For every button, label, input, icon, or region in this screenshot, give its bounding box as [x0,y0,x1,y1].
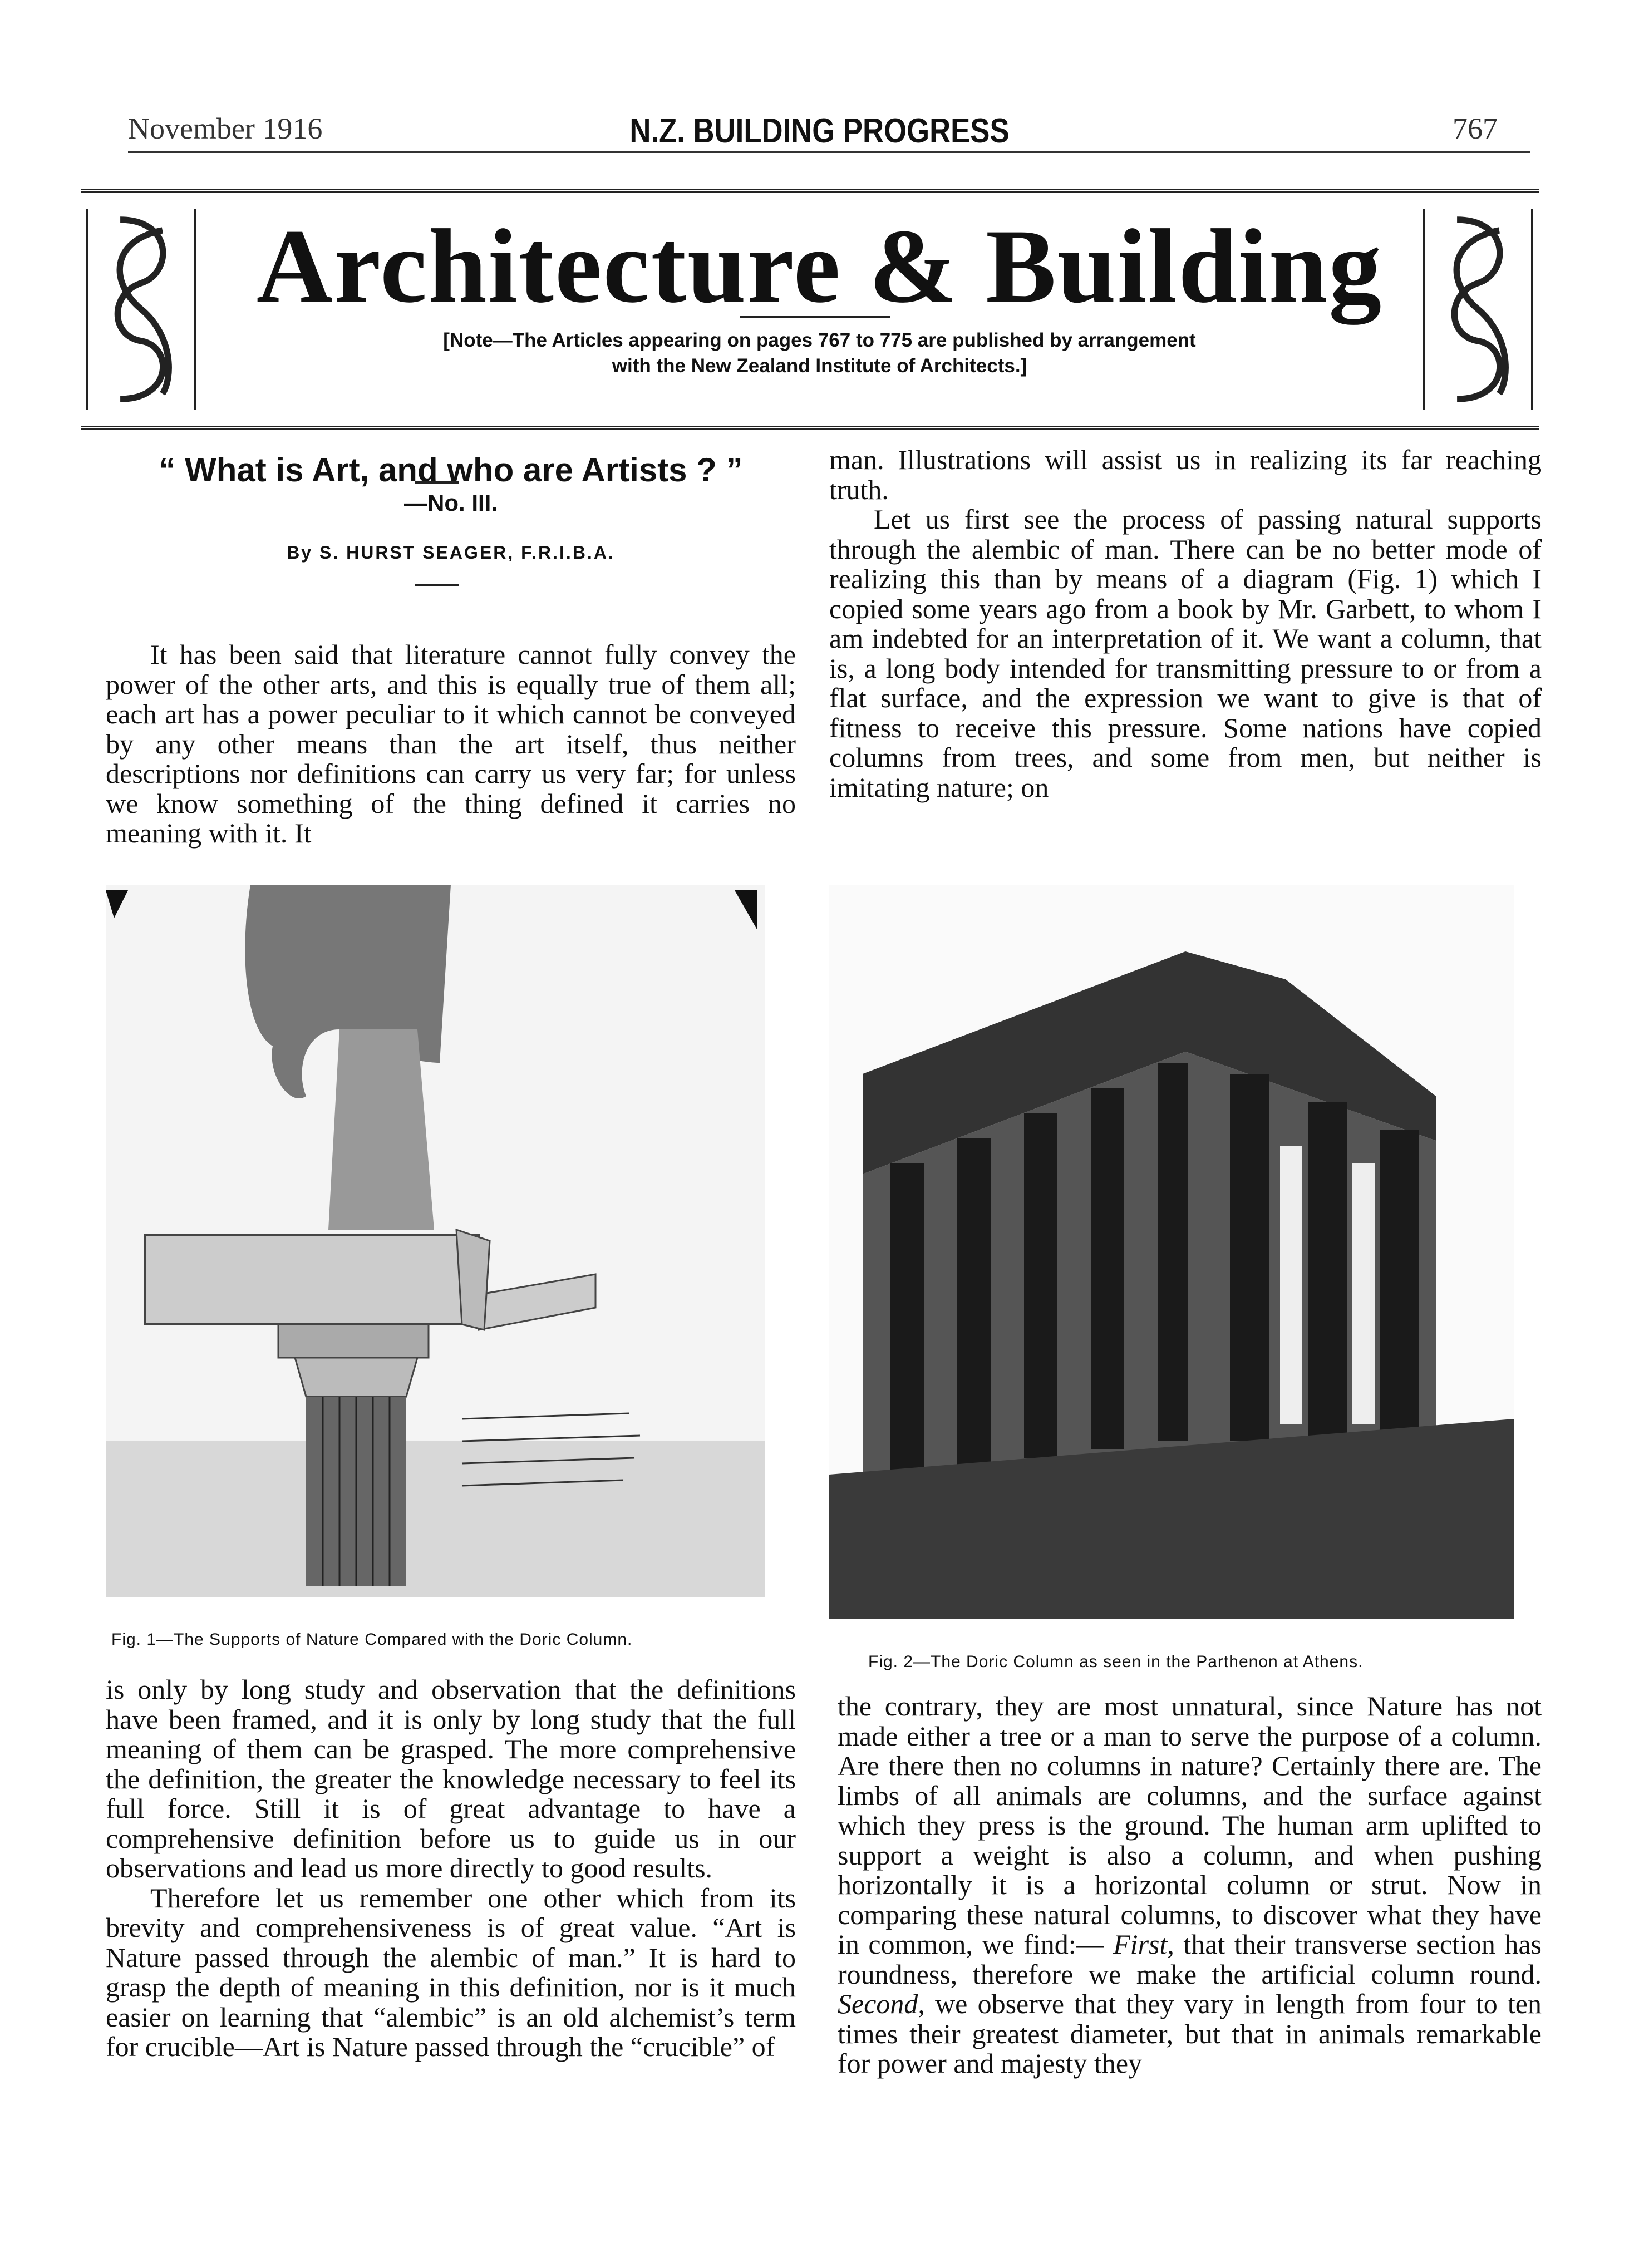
header-rule [128,151,1530,153]
left-column-bottom [106,1675,796,2062]
article-title: “ What is Art, and who are Artists ? ” [159,451,743,489]
left-column-top [106,640,796,849]
byline: By S. HURST SEAGER, F.R.I.B.A. [287,543,615,563]
right-column-top [829,445,1542,802]
byline-rule [415,584,459,586]
paragraph: man. Illustrations will assist us in realizing its far reaching truth. [829,444,1542,505]
section-title: Architecture & Building [256,208,1383,325]
paragraph: Therefore let us remember one other which from its brevity and comprehensiveness is of great value. “Art is Nature passed through the alembic of man.” It is hard to grasp the depth of meaning in this definition, nor is it much easier on learning that “alembic” is an old alchemist’s term for crucible—Art is Nature passed through the “crucible” of [106,1882,796,2062]
figure-1-caption: Fig. 1—The Supports of Nature Compared with the Doric Column. [111,1630,633,1649]
figure-2-caption: Fig. 2—The Doric Column as seen in the Parthenon at Athens. [868,1653,1364,1671]
publication-name: N.Z. BUILDING PROGRESS [629,112,1010,150]
issue-date: November 1916 [128,112,323,145]
banner-note-line1: [Note—The Articles appearing on pages 767 to 775 are published by arrangement [443,329,1196,351]
title-rule [740,316,890,318]
text-run: that their transverse section has roundness, therefore we make the artificial column round. [838,1929,1542,1990]
figure-1-image [106,885,765,1597]
paragraph: It has been said that literature cannot fully convey the power of the other arts, and this is equally true of them all; each art has a power peculiar to it which cannot be conveyed by any other means than the art itself, thus neither descriptions nor definitions can carry us very far; for unless we know something of the thing defined it carries no meaning with it. It [106,639,796,849]
page-number: 767 [1453,112,1498,145]
text-run: the contrary, they are most unnatural, since Nature has not made either a tree or a man to serve the purpose of a column. Are there then no columns in nature? Certainly there are. The limbs of all animals are columns, and the surface against which they press is the ground. The human arm uplifted to support a weight is also a column, and when pushing horizontally it is a horizontal column or strut. Now in comparing these natural columns, to discover what they have in common, we find:— [838,1690,1542,1960]
emphasis-first: First, [1113,1929,1174,1960]
paragraph: is only by long study and observation that the definitions have been framed, and it is only by long study that the full meaning of them can be grasped. The more comprehensive the definition, the greater the knowledge necessary to feel its full force. Still it is of great advantage to have a comprehensive definition before us to guide us in our observations and lead us more directly to good results. [106,1674,796,1884]
paragraph: Let us first see the process of passing natural supports through the alembic of man. There can be no better mode of realizing this than by means of a diagram (Fig. 1) which I copied some years ago from a book by Mr. Garbett, to whom I am indebted for an interpretation of it. We want a column, that is, a long body intended for transmitting pressure to or from a flat surface, and the expression we want to give is that of fitness to receive this pressure. Some nations have copied columns from trees, and some from men, but neither is imitating nature; on [829,504,1542,803]
subtitle-rule [415,481,459,484]
emphasis-second: Second, [838,1988,925,2019]
paragraph [838,1692,1542,2079]
right-column-bottom [838,1692,1542,2079]
article-subtitle: —No. III. [404,490,498,516]
text-run: we observe that they vary in length from four to ten times their greatest diameter, but that in animals remarkable for power and majesty they [838,1988,1542,2079]
banner-note-line2: with the New Zealand Institute of Architects.] [612,355,1027,377]
figure-2-image [829,885,1514,1619]
